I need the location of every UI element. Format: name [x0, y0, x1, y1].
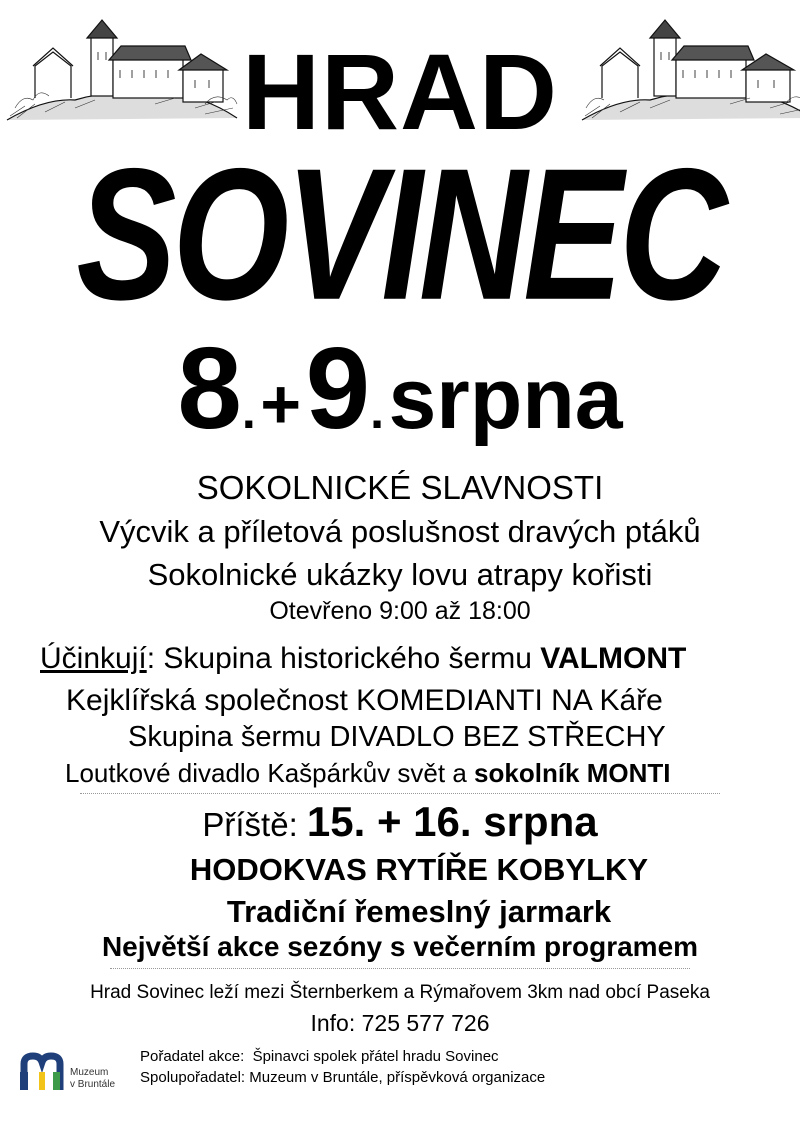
performers-line4-bold: sokolník MONTI — [474, 758, 671, 788]
next-label: Příště: — [202, 806, 307, 843]
next-event — [0, 798, 800, 846]
performers-line4 — [65, 759, 671, 788]
performers-line2: Kejklířská společnost KOMEDIANTI NA Káře — [66, 684, 663, 717]
next-line4: Největší akce sezóny s večerním programem — [101, 931, 699, 962]
divider — [110, 968, 690, 969]
museum-logo-text — [70, 1067, 115, 1090]
date-dot1: . — [241, 383, 256, 439]
date-day2: 9 — [305, 323, 371, 453]
event-name: SOKOLNICKÉ SLAVNOSTI — [196, 469, 604, 506]
location-text: Hrad Sovinec leží mezi Šternberkem a Rýmařovem 3km nad obcí Paseka — [90, 982, 710, 1003]
date-month: srpna — [388, 351, 623, 447]
info-phone: Info: 725 577 726 — [310, 1010, 490, 1036]
performers-line3: Skupina šermu DIVADLO BEZ STŘECHY — [128, 721, 666, 753]
divider — [80, 793, 720, 794]
next-line2: HODOKVAS RYTÍŘE KOBYLKY — [189, 852, 649, 887]
date-plus: + — [260, 365, 302, 443]
performers-line1-text: Skupina historického šermu — [155, 642, 541, 675]
title-hrad: HRAD — [242, 31, 558, 152]
logo-line2: v Bruntále — [70, 1078, 116, 1090]
next-dates: 15. + 16. srpna — [306, 798, 598, 845]
performers-colon: : — [146, 642, 156, 675]
date-day1: 8 — [177, 323, 242, 453]
event-line2: Výcvik a příletová poslušnost dravých ptáků — [99, 514, 701, 549]
event-line3: Sokolnické ukázky lovu atrapy kořisti — [147, 557, 653, 592]
title-sovinec: SOVINEC — [76, 128, 724, 339]
event-dates — [0, 323, 800, 453]
logo-line1: Muzeum — [70, 1067, 109, 1078]
next-line3: Tradiční řemeslný jarmark — [226, 894, 612, 929]
performers-line1 — [40, 642, 686, 675]
performers-label: Účinkují — [40, 642, 147, 675]
coorganizer: Spolupořadatel: Muzeum v Bruntále, příspěvková organizace — [140, 1069, 546, 1086]
performers-line1-bold: VALMONT — [540, 642, 687, 675]
organizer: Pořadatel akce: Špinavci spolek přátel hradu Sovinec — [140, 1048, 499, 1065]
opening-hours: Otevřeno 9:00 až 18:00 — [269, 597, 531, 625]
performers-line4-text: Loutkové divadlo Kašpárkův svět a — [65, 758, 475, 788]
date-dot2: . — [370, 383, 384, 439]
